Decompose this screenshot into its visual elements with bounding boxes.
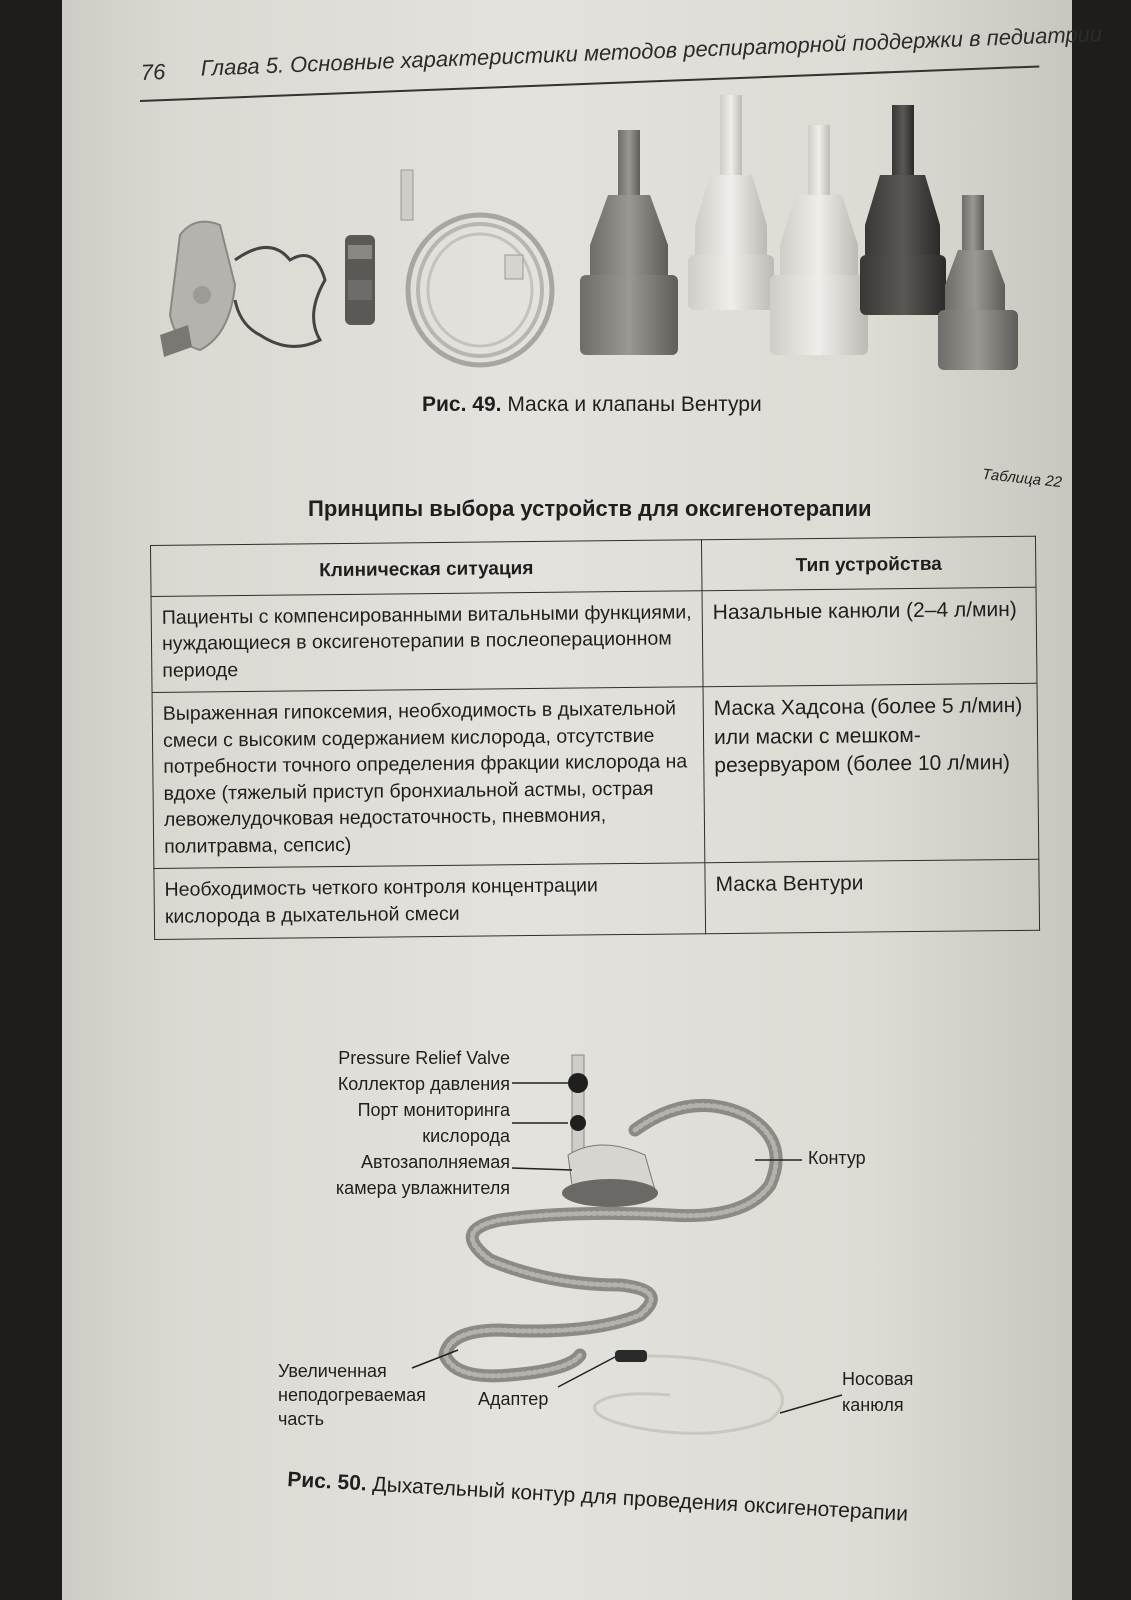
callout-oxygen-port-line1: Порт мониторинга [357, 1100, 510, 1120]
device-cell: Назальные канюли (2–4 л/мин) [702, 587, 1037, 687]
figure-50-text: Дыхательный контур для проведения оксигенотерапии [371, 1472, 909, 1526]
table-row [154, 860, 1040, 939]
nasal-cannula [595, 1356, 783, 1433]
table-header-row [151, 536, 1036, 596]
callout-extended-line2: неподогреваемая [278, 1385, 426, 1405]
venturi-valve-connector [345, 235, 375, 325]
callout-pressure-relief: Pressure Relief Valve [338, 1048, 510, 1068]
table-row [152, 684, 1039, 869]
situation-cell: Необходимость четкого контроля концентрации кислорода в дыхательной смеси [154, 863, 706, 939]
callout-humidifier-line2: камера увлажнителя [335, 1178, 510, 1198]
callout-pressure-collector: Коллектор давления [337, 1074, 510, 1094]
callout-extended-line1: Увеличенная [278, 1361, 387, 1381]
table-row [151, 587, 1037, 693]
venturi-valve-white [688, 95, 774, 310]
venturi-valve-dark [860, 105, 946, 315]
device-cell: Маска Хадсона (более 5 л/мин) или маски с мешком-резервуаром (более 10 л/мин) [703, 684, 1039, 864]
figure-49-caption [422, 393, 762, 417]
figure-49-photo [140, 85, 1040, 405]
table-label: Таблица 22 [981, 465, 1063, 492]
figure-50-label: Рис. 50. [286, 1468, 368, 1496]
venturi-valve-gray-2 [770, 125, 868, 355]
column-header-device: Тип устройства [701, 536, 1036, 590]
figure-49-label: Рис. 49. [422, 393, 502, 416]
column-header-situation: Клиническая ситуация [151, 540, 703, 597]
device-cell: Маска Вентури [705, 860, 1040, 934]
oxygen-tubing [401, 170, 552, 365]
callout-nasal-cannula-line2: канюля [842, 1395, 904, 1415]
adapter [615, 1350, 647, 1362]
callout-circuit: Контур [808, 1148, 866, 1168]
situation-cell: Пациенты с компенсированными витальными функциями, нуждающиеся в оксигенотерапии в послеоперационном периоде [151, 591, 703, 693]
venturi-mask [160, 222, 325, 357]
figure-49-text: Маска и клапаны Вентури [507, 393, 762, 416]
venturi-valve-gray-3 [938, 195, 1018, 370]
situation-cell: Выраженная гипоксемия, необходимость в дыхательной смеси с высоким содержанием кислорода, отсутствие потребности точного определения фракции кислорода на вдохе (тяжелый приступ бронхиальной астмы, острая левожелудочковая недостаточность, пневмония, политравма, сепсис) [152, 687, 705, 869]
table-title: Принципы выбора устройств для оксигенотерапии [308, 496, 872, 521]
callout-extended-line3: часть [278, 1409, 325, 1429]
callout-adapter: Адаптер [478, 1389, 549, 1409]
chapter-title: Глава 5. Основные характеристики методов респираторной поддержки в педиатрии [200, 21, 1103, 81]
device-selection-table [150, 536, 1040, 940]
callout-oxygen-port-line2: кислорода [422, 1126, 510, 1146]
page-number: 76 [140, 59, 166, 85]
callout-nasal-cannula-line1: Носовая [842, 1369, 914, 1389]
callout-humidifier-line1: Автозаполняемая [361, 1152, 510, 1172]
venturi-valve-gray-1 [580, 130, 678, 355]
